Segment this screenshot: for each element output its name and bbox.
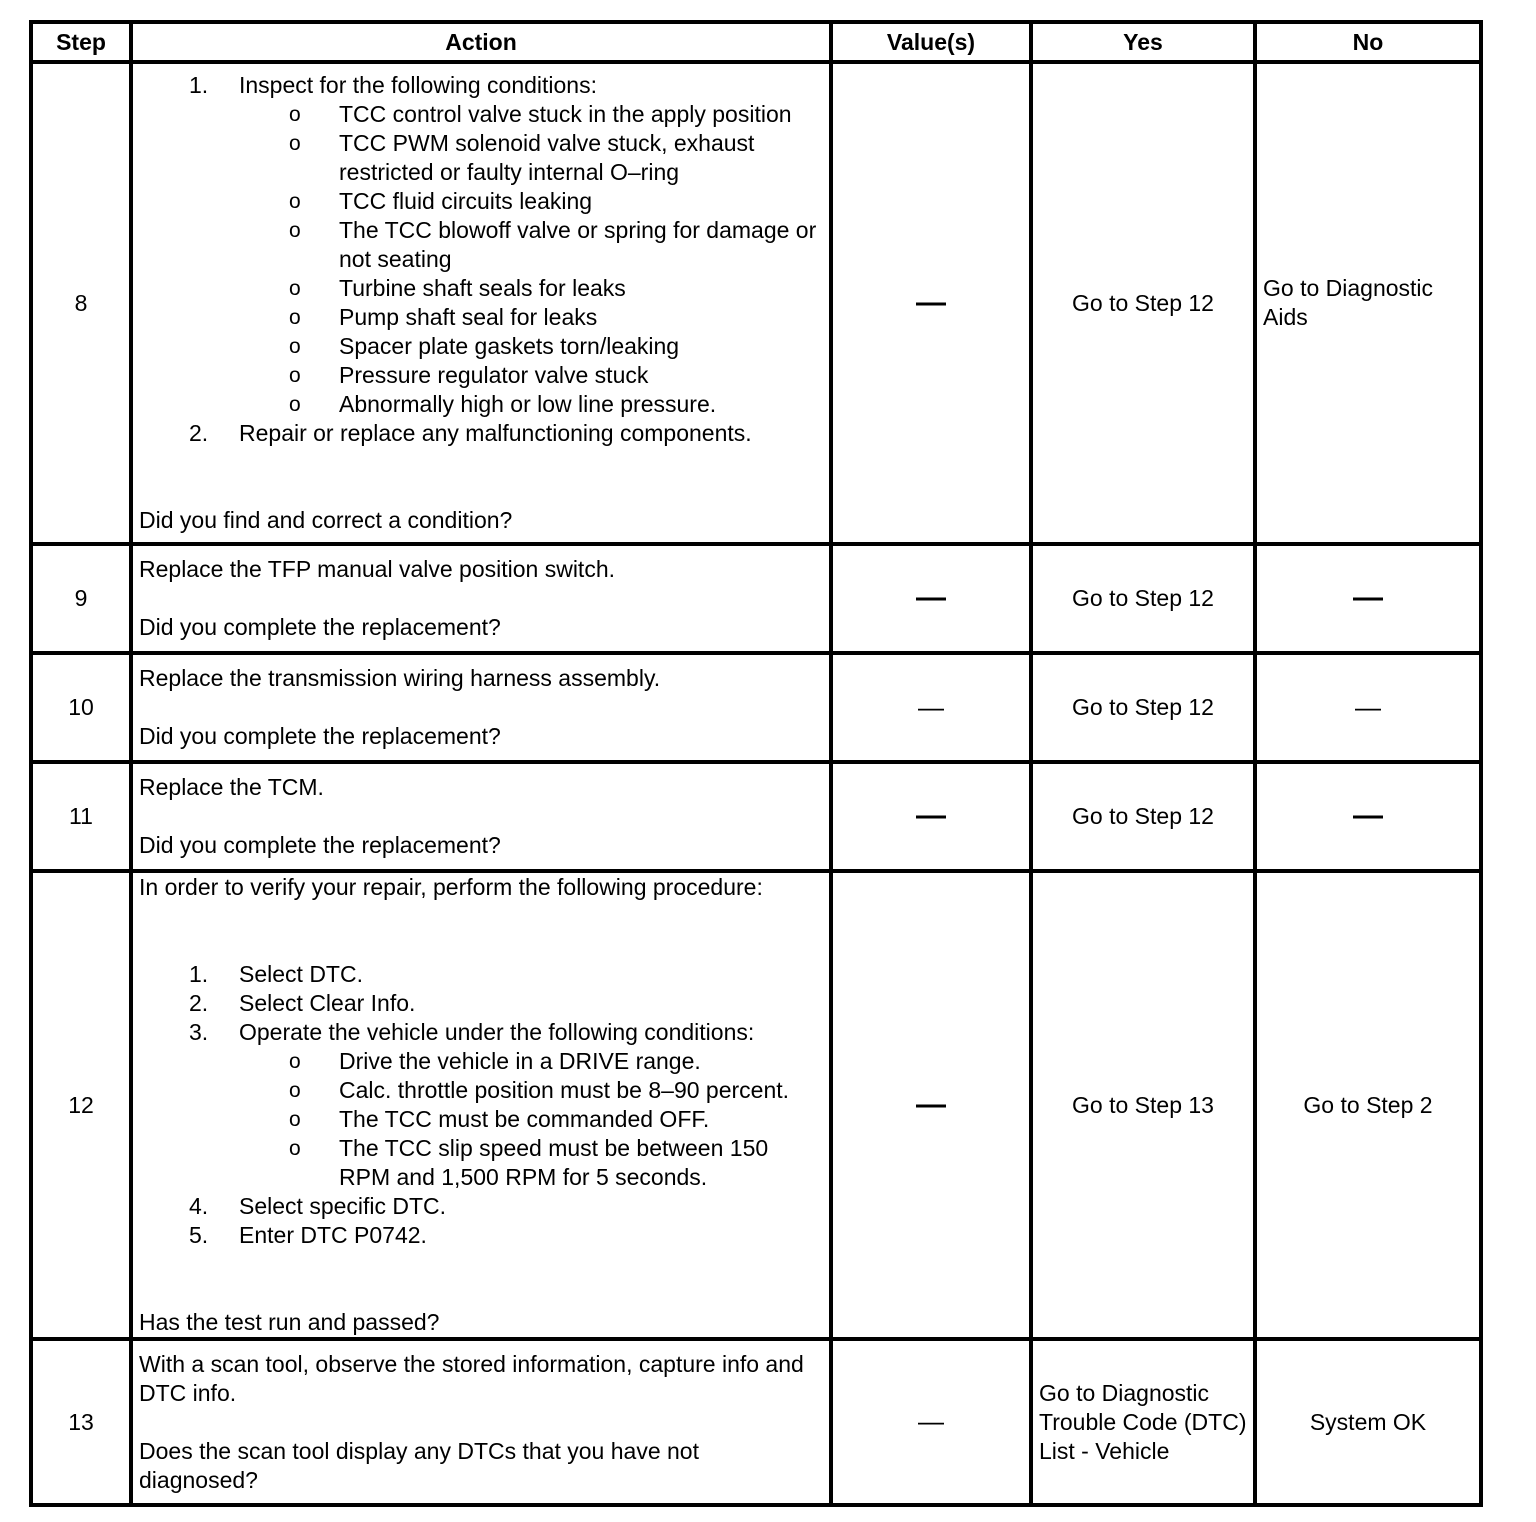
- list-item: [139, 1192, 823, 1221]
- value-dash: —: [916, 581, 946, 614]
- sub-list-item: [239, 274, 823, 303]
- question-text: Does the scan tool display any DTCs that you have not diagnosed?: [139, 1437, 699, 1493]
- no-dash: —: [1353, 581, 1383, 614]
- value-cell: [831, 62, 1031, 544]
- table-row: [31, 871, 1481, 1339]
- yes-cell: Go to Step 12: [1031, 762, 1255, 871]
- no-cell: [1255, 762, 1481, 871]
- sub-list-text: TCC control valve stuck in the apply position: [339, 101, 792, 127]
- list-number: 3.: [189, 1019, 209, 1045]
- sub-list-text: The TCC must be commanded OFF.: [339, 1106, 710, 1132]
- sub-list-item: [239, 1105, 823, 1134]
- value-cell: [831, 762, 1031, 871]
- sub-list-text: Calc. throttle position must be 8–90 percent.: [339, 1077, 790, 1103]
- sub-list-text: Turbine shaft seals for leaks: [339, 275, 626, 301]
- list-text: Operate the vehicle under the following conditions:: [239, 1019, 755, 1045]
- sub-list-item: [239, 303, 823, 332]
- sub-list-text: TCC PWM solenoid valve stuck, exhaust restricted or faulty internal O–ring: [339, 130, 755, 185]
- action-cell: [131, 1339, 831, 1505]
- step-number: 8: [31, 62, 131, 544]
- bullet-icon: o: [289, 335, 301, 358]
- question-text: Did you complete the replacement?: [139, 723, 501, 749]
- step-number: 13: [31, 1339, 131, 1505]
- action-cell: [131, 871, 831, 1339]
- value-dash: —: [918, 691, 944, 722]
- sub-list-item: [239, 361, 823, 390]
- no-cell: [1255, 544, 1481, 653]
- sub-list-text: Pump shaft seal for leaks: [339, 304, 598, 330]
- action-text: Replace the TCM.: [139, 774, 324, 800]
- no-cell: Go to Step 2: [1255, 871, 1481, 1339]
- no-dash: —: [1353, 799, 1383, 832]
- value-cell: [831, 653, 1031, 762]
- value-cell: [831, 1339, 1031, 1505]
- action-cell: [131, 544, 831, 653]
- list-item: [139, 419, 823, 448]
- list-number: 5.: [189, 1222, 209, 1248]
- yes-cell: Go to Step 12: [1031, 653, 1255, 762]
- bullet-icon: o: [289, 1108, 301, 1131]
- action-list: [139, 960, 823, 1250]
- action-cell: [131, 762, 831, 871]
- diagnostic-table: [29, 20, 1483, 1507]
- action-text: Replace the TFP manual valve position switch.: [139, 556, 616, 582]
- question-text: Did you find and correct a condition?: [139, 507, 513, 533]
- table-row: [31, 1339, 1481, 1505]
- sub-list-text: Drive the vehicle in a DRIVE range.: [339, 1048, 701, 1074]
- list-text: Select DTC.: [239, 961, 363, 987]
- sub-list-item: [239, 129, 823, 187]
- bullet-icon: o: [289, 190, 301, 213]
- no-cell: [1255, 653, 1481, 762]
- bullet-icon: o: [289, 393, 301, 416]
- sub-list-text: Pressure regulator valve stuck: [339, 362, 649, 388]
- list-text: Select specific DTC.: [239, 1193, 447, 1219]
- sub-list: [239, 100, 823, 419]
- sub-list-item: [239, 216, 823, 274]
- sub-list-item: [239, 1134, 823, 1192]
- list-item: [139, 1221, 823, 1250]
- no-cell: Go to Diagnostic Aids: [1255, 62, 1481, 544]
- sub-list-text: The TCC blowoff valve or spring for damage or not seating: [339, 217, 817, 272]
- yes-cell: Go to Step 12: [1031, 544, 1255, 653]
- list-text: Select Clear Info.: [239, 990, 416, 1016]
- bullet-icon: o: [289, 364, 301, 387]
- bullet-icon: o: [289, 1050, 301, 1073]
- table-row: [31, 762, 1481, 871]
- sub-list-text: The TCC slip speed must be between 150 RPM and 1,500 RPM for 5 seconds.: [339, 1135, 769, 1190]
- step-number: 9: [31, 544, 131, 653]
- value-dash: —: [916, 285, 946, 319]
- action-text: Replace the transmission wiring harness assembly.: [139, 665, 661, 691]
- sub-list-item: [239, 1047, 823, 1076]
- bullet-icon: o: [289, 306, 301, 329]
- bullet-icon: o: [289, 277, 301, 300]
- list-item: [139, 989, 823, 1018]
- list-number: 1.: [189, 72, 209, 98]
- header-action: Action: [131, 22, 831, 62]
- list-item: [139, 71, 823, 419]
- list-number: 2.: [189, 420, 209, 446]
- sub-list-item: [239, 187, 823, 216]
- table-row: [31, 62, 1481, 544]
- bullet-icon: o: [289, 219, 301, 242]
- step-number: 10: [31, 653, 131, 762]
- list-text: Enter DTC P0742.: [239, 1222, 427, 1248]
- header-yes: Yes: [1031, 22, 1255, 62]
- step-number: 12: [31, 871, 131, 1339]
- bullet-icon: o: [289, 1079, 301, 1102]
- sub-list: [239, 1047, 823, 1192]
- bullet-icon: o: [289, 132, 301, 155]
- sub-list-item: [239, 1076, 823, 1105]
- header-values: Value(s): [831, 22, 1031, 62]
- question-text: Did you complete the replacement?: [139, 614, 501, 640]
- list-text: Repair or replace any malfunctioning components.: [239, 420, 752, 446]
- bullet-icon: o: [289, 103, 301, 126]
- list-number: 4.: [189, 1193, 209, 1219]
- list-item: [139, 1018, 823, 1192]
- table-row: [31, 653, 1481, 762]
- action-text: With a scan tool, observe the stored information, capture info and DTC info.: [139, 1350, 804, 1406]
- action-text: In order to verify your repair, perform the following procedure:: [139, 874, 763, 900]
- no-dash: —: [1355, 691, 1381, 722]
- value-dash: —: [916, 799, 946, 832]
- table-row: [31, 544, 1481, 653]
- sub-list-item: [239, 100, 823, 129]
- sub-list-item: [239, 332, 823, 361]
- action-cell: [131, 62, 831, 544]
- no-cell: System OK: [1255, 1339, 1481, 1505]
- value-cell: [831, 544, 1031, 653]
- list-text: Inspect for the following conditions:: [239, 72, 597, 98]
- header-step: Step: [31, 22, 131, 62]
- list-number: 1.: [189, 961, 209, 987]
- yes-cell: Go to Step 12: [1031, 62, 1255, 544]
- header-row: [31, 22, 1481, 62]
- value-dash: —: [916, 1087, 946, 1121]
- step-number: 11: [31, 762, 131, 871]
- value-cell: [831, 871, 1031, 1339]
- yes-cell: Go to Diagnostic Trouble Code (DTC) List - Vehicle: [1031, 1339, 1255, 1505]
- yes-cell: Go to Step 13: [1031, 871, 1255, 1339]
- sub-list-text: Abnormally high or low line pressure.: [339, 391, 717, 417]
- action-cell: [131, 653, 831, 762]
- sub-list-text: TCC fluid circuits leaking: [339, 188, 593, 214]
- action-list: [139, 71, 823, 448]
- sub-list-item: [239, 390, 823, 419]
- sub-list-text: Spacer plate gaskets torn/leaking: [339, 333, 680, 359]
- bullet-icon: o: [289, 1137, 301, 1160]
- question-text: Did you complete the replacement?: [139, 832, 501, 858]
- list-item: [139, 960, 823, 989]
- list-number: 2.: [189, 990, 209, 1016]
- question-text: Has the test run and passed?: [139, 1309, 440, 1335]
- value-dash: —: [918, 1406, 944, 1436]
- header-no: No: [1255, 22, 1481, 62]
